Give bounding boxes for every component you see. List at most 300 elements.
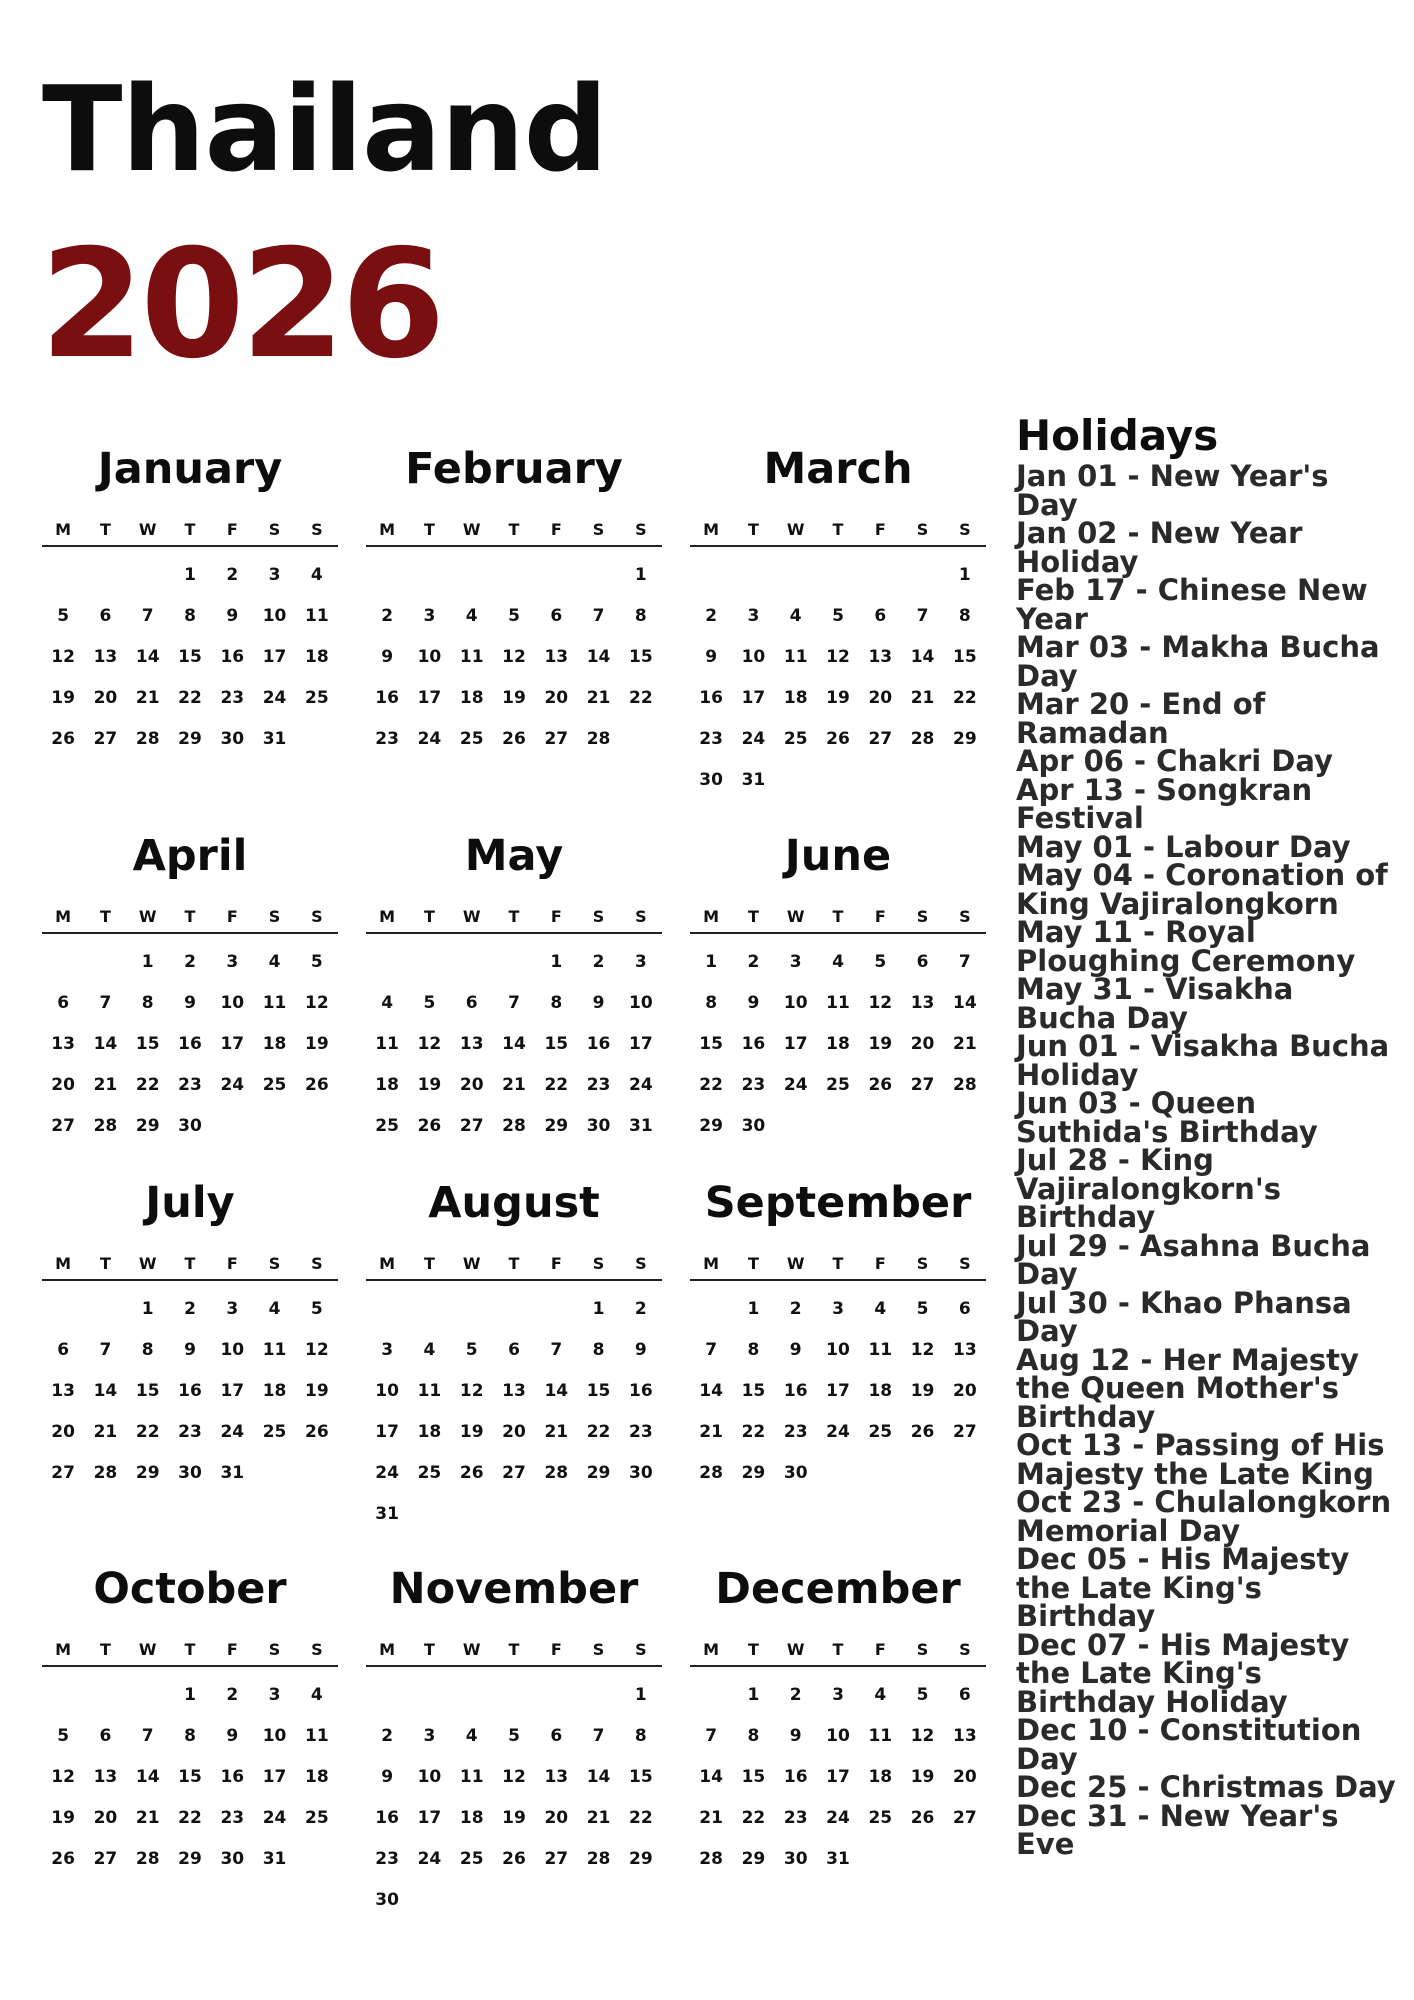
day-cell: 28 [544,1463,569,1483]
day-cell: 15 [953,647,977,667]
weekday-label: S [311,907,323,926]
day-cell: 5 [465,1340,478,1360]
weekday-label: S [635,520,647,539]
day-cell: 17 [220,1034,245,1054]
day-cell: 29 [544,1116,569,1136]
empty-day-cell [775,555,817,596]
day-cell: 19 [51,688,75,708]
day-cell: 4 [381,993,394,1013]
day-cell: 27 [502,1463,526,1483]
day-cell: 7 [99,993,112,1013]
day-cell: 19 [459,1422,484,1442]
day-cell: 25 [417,1463,442,1483]
day-cell: 26 [51,729,75,749]
day-cell: 9 [789,1726,802,1746]
empty-day-cell [732,555,774,596]
day-cell: 13 [544,1767,569,1787]
empty-day-cell [366,942,408,983]
weekday-label: M [703,1640,720,1659]
day-cell: 16 [220,1767,245,1787]
weekday-label: M [379,907,396,926]
day-cell: 23 [783,1808,808,1828]
weekday-label: S [592,520,605,539]
weekday-label: T [832,907,844,926]
day-cell: 5 [310,1299,323,1319]
weekday-label: T [423,1254,435,1273]
empty-day-cell [408,555,450,596]
weekday-label: F [226,907,238,926]
day-cell: 3 [423,1726,436,1746]
day-cell: 11 [262,1340,287,1360]
day-cell: 10 [826,1726,850,1746]
day-cell: 19 [910,1381,935,1401]
day-cell: 16 [629,1381,653,1401]
day-cell: 31 [262,729,287,749]
day-cell: 3 [226,1299,239,1319]
weekday-header [42,1254,338,1281]
day-cell: 22 [178,688,202,708]
day-cell: 4 [465,1726,478,1746]
weekday-header [42,907,338,934]
month-name: April [132,831,248,881]
weekday-label: T [99,1254,111,1273]
day-cell: 27 [93,1849,118,1869]
weekday-label: T [99,520,111,539]
day-cell: 6 [99,606,112,626]
day-cell: 9 [381,1767,394,1787]
day-cell: 27 [51,1463,75,1483]
day-cell: 19 [502,1808,526,1828]
day-cell: 17 [417,1808,442,1828]
day-cell: 18 [826,1034,850,1054]
day-cell: 26 [826,729,850,749]
weekday-label: W [786,907,805,926]
month-name: January [97,444,283,494]
day-cell: 11 [262,993,287,1013]
day-grid [690,942,986,1147]
day-cell: 6 [916,952,929,972]
day-cell: 7 [508,993,520,1013]
day-cell: 2 [634,1299,647,1319]
day-cell: 8 [634,606,647,626]
day-cell: 26 [868,1075,893,1095]
day-cell: 16 [783,1767,808,1787]
day-cell: 4 [310,565,323,585]
weekday-label: F [874,1254,886,1273]
day-cell: 22 [699,1075,723,1095]
day-cell: 28 [93,1116,118,1136]
day-cell: 16 [783,1381,808,1401]
day-cell: 20 [459,1075,484,1095]
day-cell: 25 [375,1116,399,1136]
month-july [42,1178,338,1494]
day-cell: 21 [953,1034,977,1054]
day-cell: 31 [262,1849,287,1869]
day-cell: 22 [544,1075,569,1095]
day-cell: 15 [544,1034,569,1054]
day-cell: 12 [502,647,526,667]
day-cell: 8 [958,606,971,626]
holiday-item: Oct 23 - Chulalongkorn Memorial Day [1016,1485,1392,1548]
day-cell: 5 [874,952,887,972]
day-cell: 21 [544,1422,569,1442]
day-cell: 6 [958,1685,971,1705]
day-cell: 24 [417,1849,442,1869]
weekday-label: T [423,907,435,926]
day-cell: 11 [305,606,329,626]
day-cell: 24 [826,1422,850,1442]
day-cell: 27 [544,1849,569,1869]
month-name: June [784,831,892,881]
day-cell: 3 [832,1685,844,1705]
day-cell: 5 [57,606,70,626]
day-cell: 15 [699,1034,723,1054]
day-cell: 2 [184,1299,196,1319]
day-cell: 18 [375,1075,399,1095]
day-cell: 14 [586,1767,611,1787]
empty-day-cell [493,1675,535,1716]
day-cell: 14 [93,1034,118,1054]
day-cell: 25 [868,1808,893,1828]
weekday-label: W [138,520,157,539]
day-cell: 11 [417,1381,442,1401]
day-cell: 16 [178,1381,202,1401]
day-cell: 4 [832,952,844,972]
empty-day-cell [535,1289,577,1330]
day-cell: 20 [544,1808,569,1828]
day-cell: 18 [305,1767,329,1787]
day-grid [42,942,338,1147]
weekday-label: M [703,520,720,539]
day-cell: 25 [783,729,808,749]
day-cell: 27 [51,1116,75,1136]
weekday-label: S [916,520,929,539]
day-cell: 22 [741,1422,766,1442]
day-cell: 9 [184,993,196,1013]
day-cell: 1 [634,565,647,585]
day-cell: 8 [184,1726,196,1746]
empty-day-cell [451,1675,493,1716]
day-cell: 31 [826,1849,850,1869]
day-cell: 6 [57,1340,70,1360]
day-cell: 30 [220,1849,245,1869]
day-cell: 4 [874,1299,887,1319]
weekday-label: W [462,907,481,926]
day-cell: 2 [226,1685,239,1705]
weekday-header [690,520,986,547]
month-february [366,444,662,760]
day-cell: 22 [629,688,653,708]
day-cell: 7 [705,1726,718,1746]
day-cell: 9 [226,1726,239,1746]
day-cell: 13 [459,1034,484,1054]
weekday-label: S [268,520,281,539]
empty-day-cell [493,1289,535,1330]
day-cell: 8 [141,993,154,1013]
empty-day-cell [42,555,84,596]
day-cell: 28 [699,1463,723,1483]
empty-day-cell [451,555,493,596]
month-name: July [145,1178,235,1228]
day-cell: 1 [958,565,971,585]
day-cell: 1 [747,1685,760,1705]
weekday-label: F [550,1640,562,1659]
weekday-label: T [184,907,196,926]
weekday-label: M [55,1640,72,1659]
empty-day-cell [535,555,577,596]
day-cell: 5 [832,606,844,626]
empty-day-cell [366,555,408,596]
day-cell: 21 [135,1808,160,1828]
day-cell: 12 [305,993,329,1013]
day-cell: 28 [910,729,935,749]
weekday-label: T [99,907,111,926]
day-cell: 17 [375,1422,399,1442]
holiday-item: Dec 31 - New Year's Eve [1016,1798,1339,1861]
holiday-item: Mar 03 - Makha Bucha Day [1016,630,1380,693]
month-april [42,831,338,1147]
day-cell: 7 [99,1340,112,1360]
weekday-label: T [747,520,759,539]
day-cell: 9 [789,1340,802,1360]
empty-day-cell [577,555,619,596]
day-cell: 27 [544,729,569,749]
day-cell: 13 [910,993,935,1013]
month-january [42,444,338,760]
day-cell: 13 [93,647,118,667]
holiday-item: May 04 - Coronation of King Vajiralongkorn [1016,858,1388,921]
weekday-label: S [916,1254,929,1273]
day-cell: 15 [178,647,202,667]
day-cell: 6 [958,1299,971,1319]
day-cell: 28 [135,729,160,749]
weekday-label: T [184,520,196,539]
day-cell: 10 [783,993,808,1013]
holidays-title: Holidays [1016,411,1219,460]
weekday-label: W [138,1640,157,1659]
day-cell: 15 [629,647,653,667]
day-cell: 23 [178,1075,202,1095]
day-cell: 25 [459,1849,484,1869]
day-cell: 24 [826,1808,850,1828]
day-cell: 26 [459,1463,484,1483]
month-june [690,831,986,1147]
holiday-item: May 11 - Royal Ploughing Ceremony [1016,915,1356,978]
day-cell: 3 [226,952,239,972]
day-cell: 10 [375,1381,399,1401]
day-cell: 12 [868,993,893,1013]
day-cell: 5 [508,606,520,626]
day-cell: 19 [502,688,526,708]
day-cell: 5 [310,952,323,972]
weekday-label: F [874,1640,886,1659]
holiday-item: Jul 28 - King Vajiralongkorn's Birthday [1016,1143,1281,1234]
empty-day-cell [84,1675,126,1716]
day-cell: 12 [826,647,850,667]
month-november [366,1564,662,1921]
day-cell: 13 [51,1381,75,1401]
empty-day-cell [408,1289,450,1330]
weekday-label: T [747,1254,759,1273]
day-cell: 27 [459,1116,484,1136]
day-cell: 24 [220,1422,245,1442]
day-cell: 5 [57,1726,70,1746]
weekday-label: M [55,520,72,539]
day-cell: 18 [459,1808,484,1828]
day-cell: 10 [262,1726,287,1746]
day-cell: 11 [783,647,808,667]
day-cell: 1 [184,565,196,585]
empty-day-cell [408,1675,450,1716]
day-cell: 13 [544,647,569,667]
weekday-label: T [832,1640,844,1659]
day-cell: 22 [178,1808,202,1828]
weekday-header [42,520,338,547]
day-cell: 16 [220,647,245,667]
day-cell: 17 [741,688,766,708]
day-cell: 20 [51,1422,75,1442]
weekday-label: T [423,1640,435,1659]
holiday-item: Apr 13 - Songkran Festival [1016,772,1313,835]
day-cell: 28 [699,1849,723,1869]
weekday-label: S [592,907,605,926]
month-name: May [464,831,564,881]
month-september [690,1178,986,1494]
day-cell: 24 [220,1075,245,1095]
day-cell: 15 [629,1767,653,1787]
holiday-item: Feb 17 - Chinese New Year [1016,573,1368,636]
holiday-item: Aug 12 - Her Majesty the Queen Mother's Birthday [1016,1342,1359,1434]
day-cell: 23 [699,729,723,749]
empty-day-cell [451,942,493,983]
month-name: December [715,1564,961,1614]
weekday-label: T [747,907,759,926]
weekday-header [366,1254,662,1281]
day-cell: 22 [135,1075,160,1095]
day-cell: 26 [305,1075,329,1095]
day-cell: 3 [423,606,436,626]
day-grid [42,1675,338,1880]
month-name: November [389,1564,639,1614]
day-cell: 26 [305,1422,329,1442]
month-name: October [93,1564,287,1614]
day-cell: 3 [381,1340,394,1360]
day-cell: 5 [508,1726,520,1746]
day-cell: 29 [178,729,202,749]
holiday-item: Jul 30 - Khao Phansa Day [1016,1285,1352,1348]
weekday-label: M [703,1254,720,1273]
day-cell: 18 [868,1381,893,1401]
day-cell: 7 [916,606,929,626]
day-cell: 6 [57,993,70,1013]
weekday-label: T [508,1254,520,1273]
weekday-label: S [916,907,929,926]
day-cell: 30 [783,1463,808,1483]
day-cell: 30 [178,1116,202,1136]
day-cell: 25 [459,729,484,749]
holiday-item: Jun 01 - Visakha Bucha Holiday [1016,1029,1390,1092]
day-cell: 24 [629,1075,653,1095]
holiday-item: Apr 06 - Chakri Day [1016,744,1333,778]
weekday-label: S [635,1640,647,1659]
empty-day-cell [493,942,535,983]
day-cell: 8 [705,993,718,1013]
day-cell: 10 [220,1340,245,1360]
day-cell: 29 [741,1463,766,1483]
day-grid [366,1675,662,1921]
day-cell: 15 [178,1767,202,1787]
day-cell: 8 [634,1726,647,1746]
day-grid [690,555,986,801]
month-december [690,1564,986,1880]
day-cell: 23 [375,1849,399,1869]
empty-day-cell [42,942,84,983]
weekday-header [690,1640,986,1667]
month-name: August [428,1178,600,1228]
day-cell: 24 [375,1463,399,1483]
day-cell: 29 [586,1463,611,1483]
day-cell: 12 [459,1381,484,1401]
weekday-label: T [508,520,520,539]
day-cell: 20 [502,1422,526,1442]
weekday-header [42,1640,338,1667]
day-cell: 29 [741,1849,766,1869]
day-cell: 9 [705,647,718,667]
day-cell: 27 [868,729,893,749]
day-cell: 17 [783,1034,808,1054]
day-cell: 2 [184,952,196,972]
month-october [42,1564,338,1880]
day-cell: 27 [953,1422,977,1442]
day-cell: 8 [747,1726,760,1746]
day-cell: 16 [741,1034,766,1054]
day-cell: 14 [135,647,160,667]
empty-day-cell [690,1675,732,1716]
day-cell: 8 [141,1340,154,1360]
day-cell: 24 [262,1808,287,1828]
weekday-label: S [592,1640,605,1659]
day-cell: 20 [93,688,118,708]
day-grid [366,942,662,1147]
day-cell: 4 [465,606,478,626]
day-cell: 30 [699,770,723,790]
day-cell: 14 [953,993,977,1013]
holiday-item: Dec 25 - Christmas Day [1016,1770,1396,1804]
weekday-label: S [959,1254,971,1273]
day-cell: 23 [586,1075,611,1095]
weekday-header [366,1640,662,1667]
day-cell: 26 [51,1849,75,1869]
day-cell: 24 [417,729,442,749]
day-cell: 10 [262,606,287,626]
day-cell: 22 [953,688,977,708]
day-cell: 1 [184,1685,196,1705]
weekday-label: S [959,520,971,539]
day-cell: 26 [910,1422,935,1442]
day-cell: 22 [629,1808,653,1828]
weekday-label: M [55,1254,72,1273]
day-cell: 11 [459,647,484,667]
day-cell: 28 [953,1075,977,1095]
day-cell: 1 [141,1299,154,1319]
weekday-label: W [138,907,157,926]
day-cell: 27 [93,729,118,749]
empty-day-cell [127,555,169,596]
day-cell: 16 [586,1034,611,1054]
weekday-label: W [138,1254,157,1273]
day-cell: 9 [747,993,760,1013]
day-cell: 4 [874,1685,887,1705]
